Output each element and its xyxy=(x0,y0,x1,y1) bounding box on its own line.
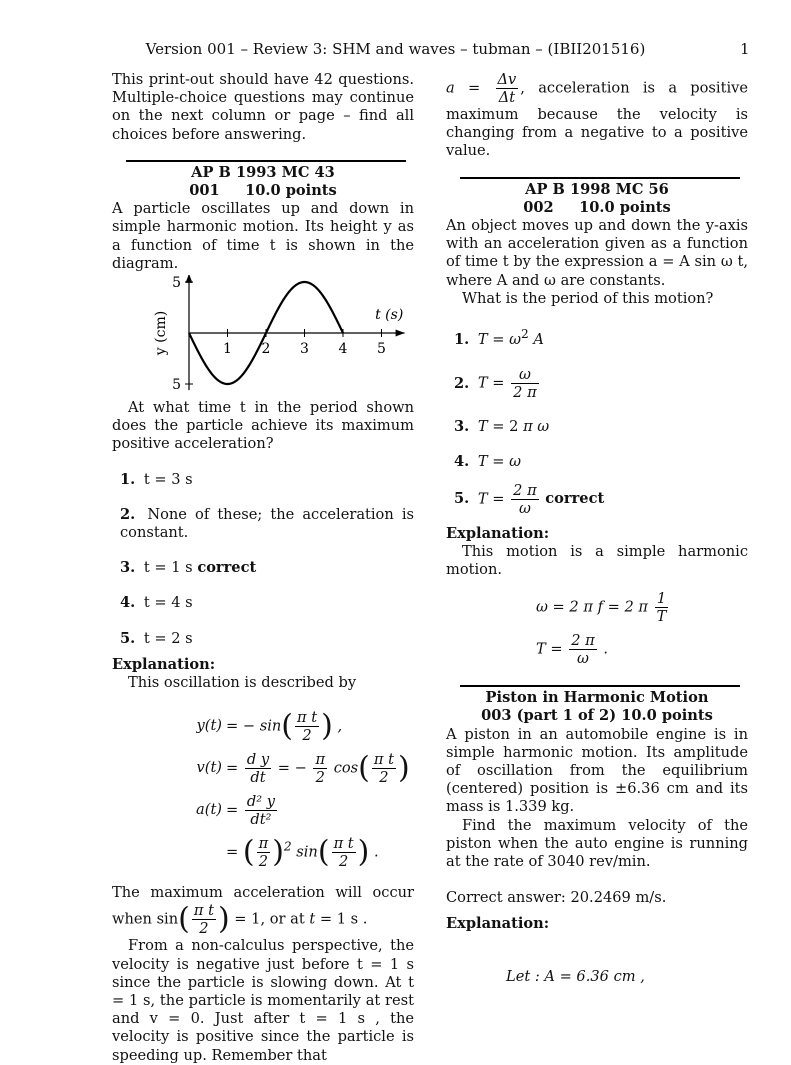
q1-graph xyxy=(112,275,414,393)
q2-stem: An object moves up and down the y-axis with an acceleration given as a function of time t by the expression a = A sin ω t, where A and ω are constants. xyxy=(446,217,748,289)
q2-choice-3[interactable]: 3. T = 2 π ω xyxy=(454,418,550,436)
q2-choice-4[interactable]: 4. T = ω xyxy=(454,453,522,471)
q3-number: 003 (part 1 of 2) xyxy=(481,707,617,725)
q1-divider xyxy=(126,160,406,162)
q1-choices xyxy=(112,471,414,648)
q3-answer-label: Correct answer: xyxy=(446,889,566,907)
right-column xyxy=(446,71,748,986)
q3-divider xyxy=(460,685,740,687)
page-header: Version 001 – Review 3: SHM and waves – tubman – (IBII201516) xyxy=(145,40,646,58)
q2-explanation-label: Explanation: xyxy=(446,524,550,542)
left-column xyxy=(112,71,414,1065)
intro-text: This print-out should have 42 questions. Multiple-choice questions may continue on the next column or page – find all choices before answering. xyxy=(112,71,414,143)
q1-stem: A particle oscillates up and down in simple harmonic motion. Its height y as a function of time t is shown in the diagram. xyxy=(112,200,414,272)
q1-equations xyxy=(170,706,414,872)
q3-source: Piston in Harmonic Motion xyxy=(485,689,709,707)
y-tick-label: 5 xyxy=(172,275,181,292)
x-tick-label: 4 xyxy=(338,341,348,358)
eq-v: v(t) = $\frac{\text{d y}}{dt}$ = − $\frac{\pi}{2}$ cos( $\frac{\text{π t}}{2}$ ) xyxy=(196,750,410,786)
q1-choice-1[interactable]: 1. t = 3 s xyxy=(120,470,193,488)
x-axis-arrow xyxy=(396,330,405,337)
y-tick-label: 5 xyxy=(172,377,181,394)
q1-explanation-label: Explanation: xyxy=(112,655,216,673)
q2-points: 10.0 points xyxy=(579,198,671,216)
q1-expl-intro: This oscillation is described by xyxy=(128,674,357,692)
q3-stem: A piston in an automobile engine is in simple harmonic motion. Its amplitude of oscillation from the equilibrium (centered) position is ±6.36 cm and its mass is 1.339 kg. xyxy=(446,725,748,816)
q3-answer-value: 20.2469 m/s. xyxy=(570,889,667,907)
eq-a1: a(t) = $\frac{\text{d² y}}{\text{dt²}}$ xyxy=(196,792,275,828)
q3-number-points xyxy=(446,707,748,725)
eq-a2: = ( $\frac{\pi}{2}$ )$^2$ sin( $\frac{\text{π t}}{2}$ ) . xyxy=(226,834,379,870)
q1-choice-5[interactable]: 5. t = 2 s xyxy=(120,629,193,647)
q2-number: 002 xyxy=(523,198,554,216)
q3-let: Let : A = 6.36 cm , xyxy=(506,967,645,985)
q2-equations xyxy=(536,587,748,669)
q1-number: 001 xyxy=(189,182,220,200)
x-tick-label: 3 xyxy=(300,341,309,358)
q3-question: Find the maximum velocity of the piston when the auto engine is running at the rate of 3040 rev/min. xyxy=(446,816,748,870)
q2-divider xyxy=(460,177,740,179)
q1-choice-2[interactable]: 2. None of these; the acceleration is constant. xyxy=(120,505,414,542)
q1-choice-4[interactable]: 4. t = 4 s xyxy=(120,594,193,612)
q1-expl-noncalc: From a non-calculus perspective, the velocity is negative just before t = 1 s since the particle is slowing down. At t = 1 s, the particle is momentarily at rest and v = 0. Just after t = 1 s , the velocity is positive since the particle is speeding up. Remember that xyxy=(112,937,414,1064)
q1-choice-3[interactable]: 3. t = 1 s correct xyxy=(120,559,257,577)
q2-question: What is the period of this motion? xyxy=(462,289,714,307)
q2-source: AP B 1998 MC 56 xyxy=(525,180,669,198)
q1-source: AP B 1993 MC 43 xyxy=(191,163,335,181)
q2-eq1: ω = 2 π f = 2 π $\frac{1}{T}$ xyxy=(536,589,667,625)
q1-expl-accel: a = $\frac{\Delta v}{\Delta t}$ , acceleration is a positive maximum because the velocity is changing from a negative to a positive value. xyxy=(446,71,748,160)
x-tick-label: 1 xyxy=(223,341,232,358)
q3-points: 10.0 points xyxy=(621,707,713,725)
q1-points: 10.0 points xyxy=(245,182,337,200)
q2-expl-intro: This motion is a simple harmonic motion. xyxy=(446,542,748,578)
q3-answer xyxy=(446,889,748,907)
q2-choice-2[interactable]: 2. T = $\frac{\omega}{2 \pi}$ xyxy=(454,366,537,402)
q2-choice-1[interactable]: 1. $T = \omega^2$ A xyxy=(454,327,544,348)
x-tick-label: 5 xyxy=(377,341,386,358)
y-axis-label: y (cm) xyxy=(153,310,169,356)
q2-eq2: T = $\frac{2 \pi}{\omega}$ . xyxy=(536,631,609,667)
x-axis-label: t (s) xyxy=(375,307,404,324)
q1-expl-accel-text: , acceleration is a positive maximum because the velocity is changing from a negative to a positive value. xyxy=(446,79,748,160)
page-number: 1 xyxy=(740,40,750,58)
q2-choice-5[interactable]: 5. T = $\frac{2 \pi}{\omega}$ correct xyxy=(454,481,605,517)
q3-explanation-label: Explanation: xyxy=(446,915,550,933)
q1-expl-max: The maximum acceleration will occur when sin( $\frac{\text{π t}}{2}$ ) = 1, or at t = 1 s . xyxy=(112,884,414,938)
q2-number-points xyxy=(446,199,748,217)
x-tick-label: 2 xyxy=(261,341,271,358)
q1-question: At what time t in the period shown does the particle achieve its maximum positive acceleration? xyxy=(112,399,414,453)
eq-y: y(t) = − sin( $\frac{\text{π t}}{2}$ ) , xyxy=(196,708,343,744)
q1-number-points xyxy=(112,182,414,200)
q2-choices xyxy=(446,325,748,516)
